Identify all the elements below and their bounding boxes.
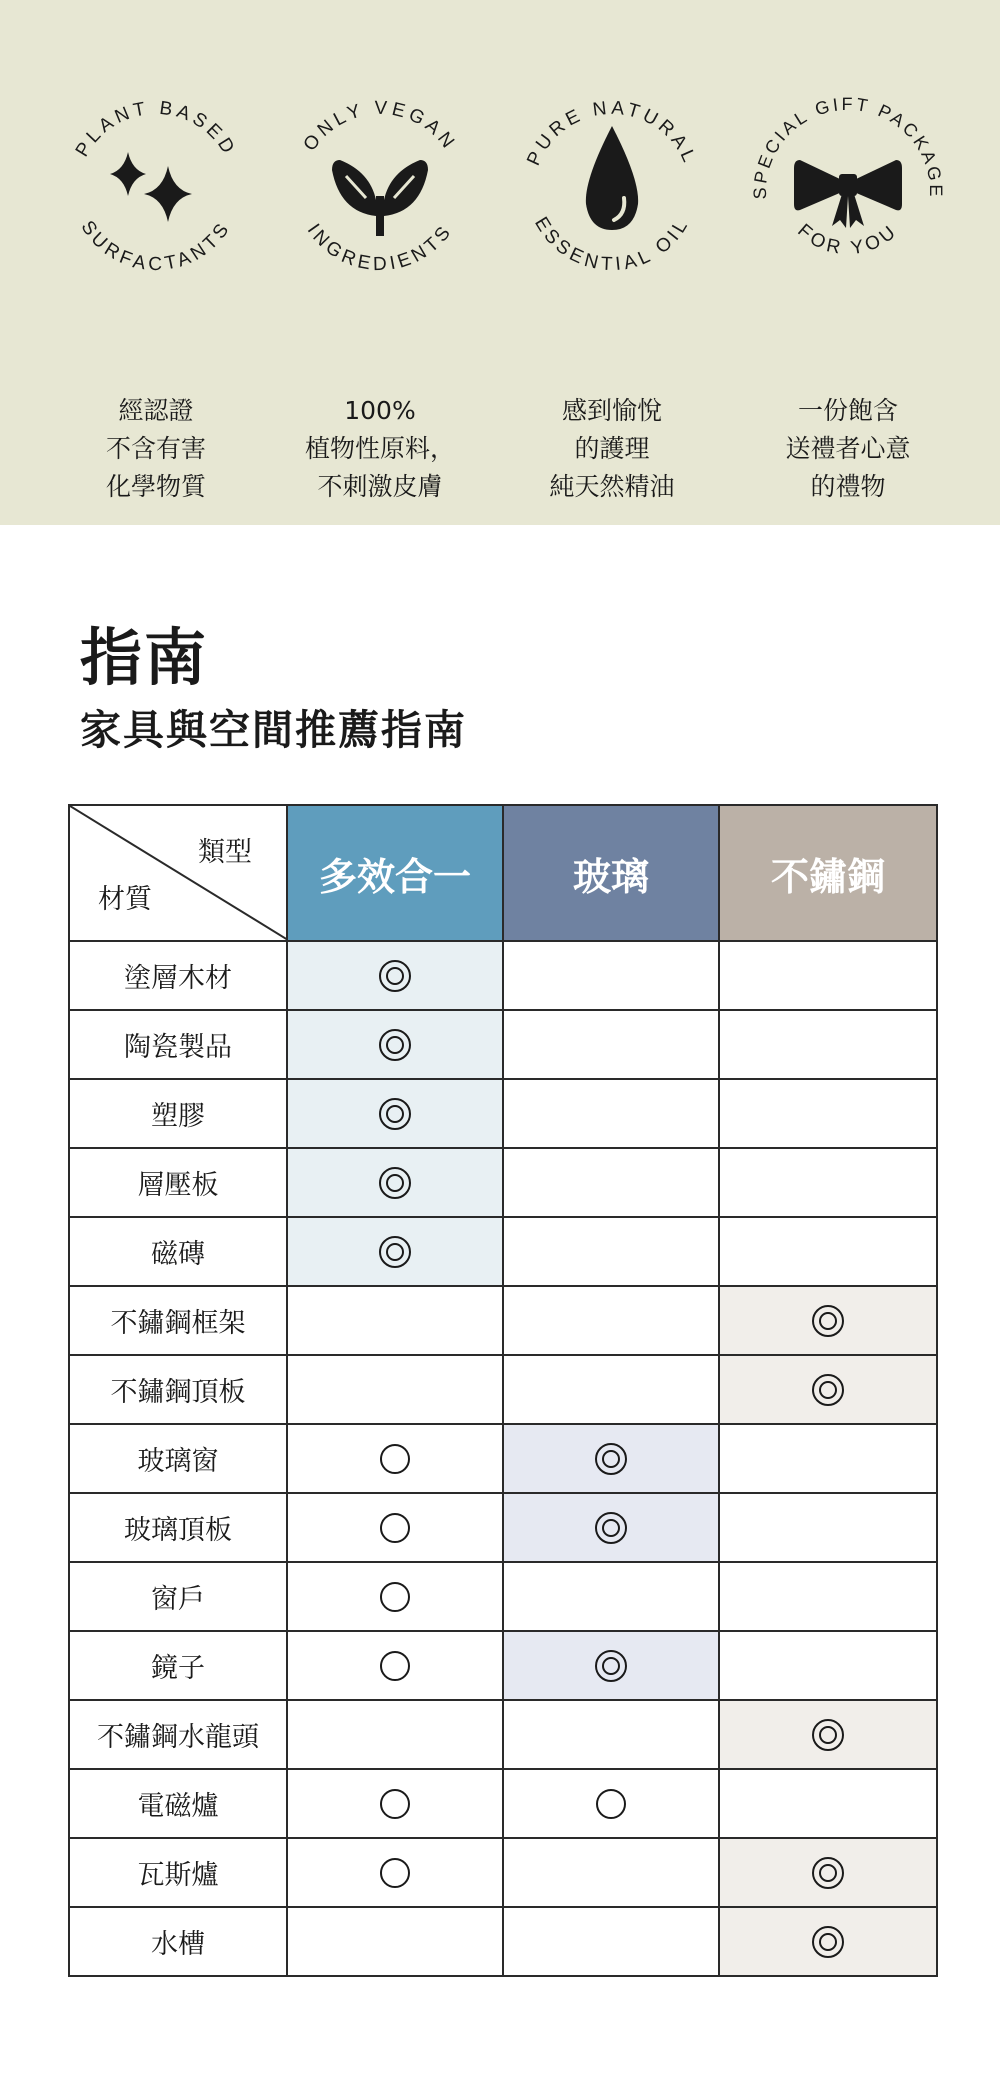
mark-cell — [287, 1148, 503, 1217]
material-label: 陶瓷製品 — [69, 1010, 287, 1079]
double-circle-mark — [595, 1443, 627, 1475]
material-label: 電磁爐 — [69, 1769, 287, 1838]
badge-pure-natural — [502, 80, 722, 501]
badge-only-vegan — [270, 80, 490, 501]
mark-cell — [719, 1700, 937, 1769]
mark-cell — [503, 1562, 719, 1631]
double-circle-mark — [595, 1512, 627, 1544]
mark-cell — [719, 1286, 937, 1355]
material-label: 鏡子 — [69, 1631, 287, 1700]
mark-cell — [719, 1424, 937, 1493]
mark-cell — [719, 1355, 937, 1424]
material-label: 層壓板 — [69, 1148, 287, 1217]
double-circle-mark — [379, 1167, 411, 1199]
mark-cell — [719, 1493, 937, 1562]
table-row — [69, 1079, 937, 1148]
desc-line: 不刺激皮膚 — [317, 472, 443, 501]
circle-mark — [380, 1858, 410, 1888]
mark-cell — [287, 941, 503, 1010]
mark-cell — [287, 1286, 503, 1355]
circle-mark — [596, 1789, 626, 1819]
mark-cell — [287, 1493, 503, 1562]
mark-cell — [503, 1217, 719, 1286]
guide-subtitle: 家具與空間推薦指南 — [80, 706, 467, 754]
mark-cell — [503, 1286, 719, 1355]
table-header-row — [69, 805, 937, 941]
badge-plant-based — [46, 80, 266, 501]
mark-cell — [287, 1424, 503, 1493]
table-body — [69, 941, 937, 1976]
mark-cell — [719, 1562, 937, 1631]
svg-text:INGREDIENTS: INGREDIENTS — [302, 219, 458, 276]
svg-text:PLANT BASED: PLANT BASED — [71, 97, 241, 161]
desc-line: 純天然精油 — [549, 472, 675, 501]
desc-line: 經認證 — [118, 396, 194, 425]
material-label: 磁磚 — [69, 1217, 287, 1286]
mark-cell — [503, 1769, 719, 1838]
table-row — [69, 941, 937, 1010]
circle-mark — [380, 1444, 410, 1474]
double-circle-mark — [812, 1374, 844, 1406]
mark-cell — [503, 1079, 719, 1148]
circle-mark — [380, 1513, 410, 1543]
mark-cell — [503, 1631, 719, 1700]
material-label: 窗戶 — [69, 1562, 287, 1631]
material-label: 玻璃窗 — [69, 1424, 287, 1493]
desc-line: 的護理 — [574, 434, 650, 463]
desc-line: 化學物質 — [105, 472, 206, 501]
mark-cell — [503, 1148, 719, 1217]
corner-header — [69, 805, 287, 941]
double-circle-mark — [812, 1926, 844, 1958]
feature-badges — [0, 0, 1000, 525]
mark-cell — [287, 1079, 503, 1148]
mark-cell — [287, 1217, 503, 1286]
mark-cell — [719, 1217, 937, 1286]
double-circle-mark — [812, 1719, 844, 1751]
mark-cell — [287, 1700, 503, 1769]
mark-cell — [503, 1700, 719, 1769]
desc-line: 不含有害 — [105, 434, 206, 463]
double-circle-mark — [812, 1857, 844, 1889]
badge-description — [46, 392, 266, 506]
mark-cell — [503, 1838, 719, 1907]
circle-mark — [380, 1582, 410, 1612]
mark-cell — [503, 1907, 719, 1976]
circle-mark — [380, 1789, 410, 1819]
bow-icon — [794, 160, 902, 228]
diagonal-divider — [70, 806, 288, 940]
mark-cell — [287, 1769, 503, 1838]
mark-cell — [719, 941, 937, 1010]
mark-cell — [719, 1148, 937, 1217]
column-header-glass: 玻璃 — [503, 805, 719, 941]
leaf-icon — [332, 160, 428, 236]
mark-cell — [287, 1838, 503, 1907]
table-row — [69, 1424, 937, 1493]
oil-drop-icon — [586, 126, 638, 230]
material-label: 玻璃頂板 — [69, 1493, 287, 1562]
corner-material-label: 材質 — [98, 884, 152, 915]
material-label: 水槽 — [69, 1907, 287, 1976]
table-row — [69, 1148, 937, 1217]
column-header-stainless-steel: 不鏽鋼 — [719, 805, 937, 941]
badge-description — [270, 392, 490, 506]
material-label: 塑膠 — [69, 1079, 287, 1148]
special-gift-seal — [738, 80, 958, 280]
plant-based-seal — [46, 80, 266, 280]
double-circle-mark — [595, 1650, 627, 1682]
svg-text:FOR YOU: FOR YOU — [793, 219, 903, 260]
table-row — [69, 1838, 937, 1907]
circle-mark — [380, 1651, 410, 1681]
pure-natural-seal — [502, 80, 722, 280]
table-row — [69, 1217, 937, 1286]
table-row — [69, 1010, 937, 1079]
desc-line: 植物性原料， — [304, 434, 455, 463]
badge-description — [502, 392, 722, 506]
corner-type-label: 類型 — [198, 837, 252, 868]
mark-cell — [503, 941, 719, 1010]
table-row — [69, 1286, 937, 1355]
table-row — [69, 1907, 937, 1976]
mark-cell — [503, 1355, 719, 1424]
desc-line: 送禮者心意 — [785, 434, 911, 463]
guide-title: 指南 — [80, 621, 209, 694]
mark-cell — [503, 1010, 719, 1079]
desc-line: 一份飽含 — [797, 396, 898, 425]
double-circle-mark — [379, 1098, 411, 1130]
badge-special-gift — [738, 80, 958, 501]
mark-cell — [719, 1010, 937, 1079]
table-row — [69, 1355, 937, 1424]
guide-table-container — [68, 804, 936, 1992]
mark-cell — [503, 1424, 719, 1493]
column-header-all-in-one: 多效合一 — [287, 805, 503, 941]
only-vegan-seal — [270, 80, 490, 280]
badge-description — [738, 392, 958, 506]
material-label: 塗層木材 — [69, 941, 287, 1010]
svg-text:ESSENTIAL OIL: ESSENTIAL OIL — [530, 213, 694, 276]
mark-cell — [719, 1907, 937, 1976]
material-label: 不鏽鋼框架 — [69, 1286, 287, 1355]
double-circle-mark — [379, 1236, 411, 1268]
table-row — [69, 1700, 937, 1769]
table-row — [69, 1493, 937, 1562]
table-row — [69, 1769, 937, 1838]
double-circle-mark — [379, 960, 411, 992]
desc-line: 100% — [344, 396, 416, 425]
mark-cell — [719, 1631, 937, 1700]
svg-text:PURE NATURAL: PURE NATURAL — [523, 97, 701, 169]
table-row — [69, 1631, 937, 1700]
material-label: 瓦斯爐 — [69, 1838, 287, 1907]
mark-cell — [719, 1838, 937, 1907]
desc-line: 感到愉悅 — [561, 396, 662, 425]
svg-text:ONLY VEGAN: ONLY VEGAN — [299, 97, 461, 156]
cleaner-guide-table — [68, 804, 938, 1977]
mark-cell — [719, 1079, 937, 1148]
svg-text:SPECIAL GIFT PACKAGE: SPECIAL GIFT PACKAGE — [749, 93, 947, 200]
material-label: 不鏽鋼水龍頭 — [69, 1700, 287, 1769]
mark-cell — [287, 1631, 503, 1700]
svg-text:SURFACTANTS: SURFACTANTS — [76, 217, 236, 276]
mark-cell — [719, 1769, 937, 1838]
mark-cell — [287, 1907, 503, 1976]
desc-line: 的禮物 — [810, 472, 886, 501]
mark-cell — [287, 1562, 503, 1631]
table-row — [69, 1562, 937, 1631]
mark-cell — [287, 1010, 503, 1079]
double-circle-mark — [812, 1305, 844, 1337]
mark-cell — [503, 1493, 719, 1562]
mark-cell — [287, 1355, 503, 1424]
material-label: 不鏽鋼頂板 — [69, 1355, 287, 1424]
sparkle-icon — [110, 152, 192, 222]
double-circle-mark — [379, 1029, 411, 1061]
